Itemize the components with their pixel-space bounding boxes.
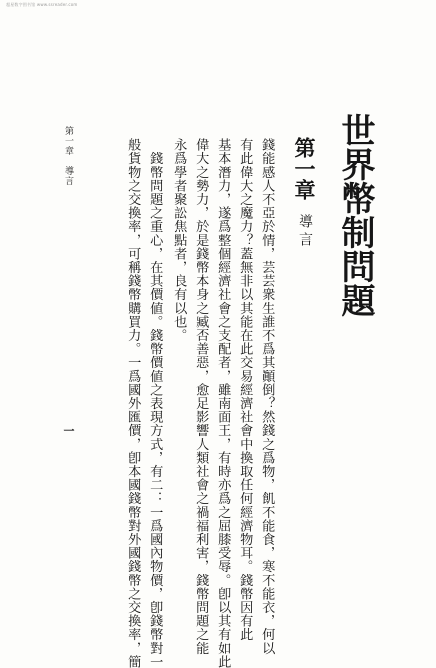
body-column: 偉大之勢力，於是錢幣本身之臧否善惡，愈足影響人類社會之禍福利害，錢幣問題之能 bbox=[193, 138, 209, 655]
body-column: 般貨物之交換率，可稱錢幣購買力。一爲國外匯價，卽本國錢幣對外國錢幣之交換率，簡 bbox=[125, 138, 141, 668]
body-column: 錢能感人不亞於情，芸芸衆生誰不爲其顚倒？然錢之爲物，飢不能食，寒不能衣，何以 bbox=[259, 138, 275, 655]
watermark: 超星数字图书馆 www.ssreader.com bbox=[6, 2, 78, 7]
chapter-number: 第一章 bbox=[292, 137, 317, 200]
page-number: 一 bbox=[62, 425, 75, 436]
book-title: 世界幣制問題 bbox=[335, 113, 375, 317]
running-footer-title: 導言 bbox=[63, 166, 73, 186]
chapter-title: 導言 bbox=[297, 214, 313, 250]
running-footer-chapter: 第一章 bbox=[63, 126, 73, 156]
body-column: 基本潛力，遂爲整個經濟社會之支配者，雖南面王，有時亦爲之屈膝受辱。卽以其有如此 bbox=[215, 138, 231, 668]
body-column: 有此偉大之魔力？蓋無非以其能在此交易經濟社會中換取任何經濟物耳。錢幣因有此 bbox=[237, 138, 253, 642]
body-column: 永爲學者聚訟焦點者，良有以也。 bbox=[171, 138, 187, 342]
body-column: 錢幣問題之重心，在其價値。錢幣價値之表現方式，有二：一爲國內物價，卽錢幣對一 bbox=[147, 138, 163, 668]
